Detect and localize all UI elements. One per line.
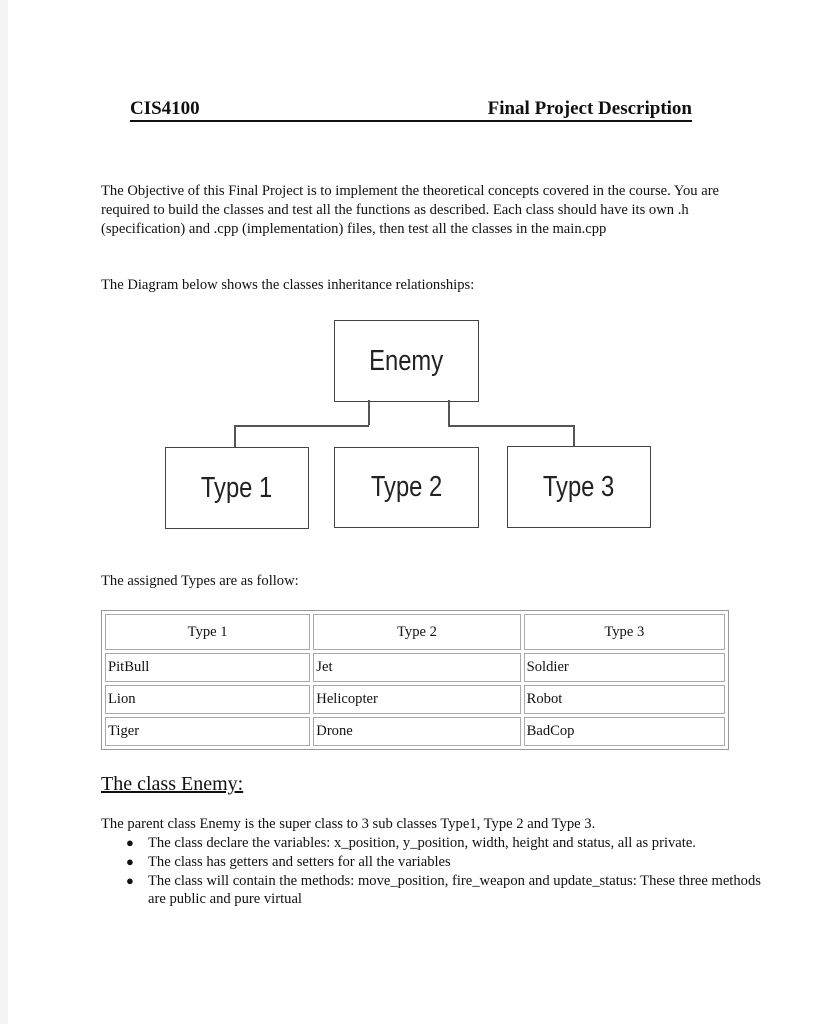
table-cell: PitBull	[105, 653, 310, 682]
assigned-intro: The assigned Types are as follow:	[101, 573, 299, 589]
enemy-class-box	[334, 320, 479, 402]
bullet-icon: ●	[126, 853, 134, 869]
diagram-intro: The Diagram below shows the classes inheritance relationships:	[101, 277, 475, 293]
list-item: ● The class will contain the methods: move_position, fire_weapon and update_status: These three methods are public and pure virtual	[126, 872, 761, 908]
connector-line	[448, 425, 574, 427]
table-row	[105, 717, 725, 746]
table-cell: BadCop	[524, 717, 725, 746]
type1-class-box	[165, 447, 309, 529]
connector-line	[573, 425, 575, 447]
type2-class-box	[334, 447, 479, 528]
types-table	[101, 610, 729, 750]
table-cell: Tiger	[105, 717, 310, 746]
table-row	[105, 653, 725, 682]
table-cell: Jet	[313, 653, 520, 682]
table-header-cell: Type 1	[105, 614, 310, 650]
table-header-row	[105, 614, 725, 650]
type3-class-label: Type 3	[543, 470, 615, 503]
list-item: ● The class declare the variables: x_position, y_position, width, height and status, all as private.	[126, 835, 696, 851]
enemy-class-label: Enemy	[369, 344, 444, 377]
table-cell: Lion	[105, 685, 310, 714]
type2-class-label: Type 2	[370, 471, 443, 503]
connector-line	[234, 425, 369, 427]
table-cell: Soldier	[524, 653, 725, 682]
connector-line	[234, 425, 236, 448]
course-code: CIS4100	[130, 98, 200, 119]
page-header	[130, 98, 692, 122]
type3-class-box	[507, 446, 651, 528]
requirements-list	[101, 834, 768, 909]
document-title: Final Project Description	[487, 98, 692, 119]
table-cell: Helicopter	[313, 685, 520, 714]
table-header-cell: Type 2	[313, 614, 520, 650]
type1-class-label: Type 1	[201, 471, 273, 504]
connector-line	[448, 400, 450, 425]
bullet-icon: ●	[126, 835, 134, 850]
bullet-icon: ●	[126, 872, 134, 888]
section-heading: The class Enemy:	[101, 773, 244, 795]
intro-paragraph: The Objective of this Final Project is to implement the theoretical concepts covered in the course. You are required to build the classes and test all the functions as described. Each class should have its own .h (specification) and .cpp (implementation) files, then test all the classes in the main.cpp	[101, 183, 720, 237]
table-cell: Drone	[313, 717, 520, 746]
table-cell: Robot	[524, 685, 725, 714]
list-item: ● The class has getters and setters for all the variables	[126, 853, 451, 870]
connector-line	[368, 400, 370, 425]
table-header-cell: Type 3	[524, 614, 725, 650]
section-description: The parent class Enemy is the super class to 3 sub classes Type1, Type 2 and Type 3.	[101, 816, 596, 832]
table-row	[105, 685, 725, 714]
